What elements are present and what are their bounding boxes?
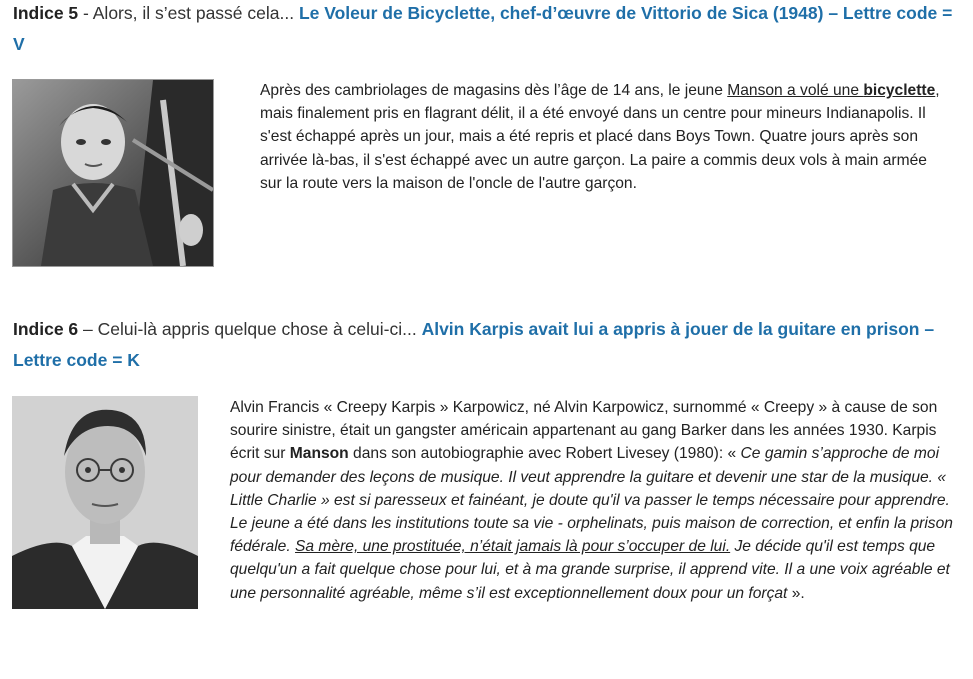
portrait-image <box>12 396 198 609</box>
clue-6-body <box>230 396 960 605</box>
clue-5-intro: - Alors, il s’est passé cela... <box>78 3 299 23</box>
clue-5-body-bicycle: bicyclette <box>863 82 936 99</box>
clue-6-body-manson: Manson <box>289 445 349 463</box>
clue-5-heading <box>13 0 953 60</box>
clue-6-intro: – Celui-là appris quelque chose à celui-ci... <box>78 319 422 339</box>
alvin-karpis-portrait-photo <box>12 396 198 609</box>
bicycle-thief-boy-photo <box>12 79 214 267</box>
clue-5-body-part4: , mais finalement pris en flagrant délit, il a été envoyé dans un centre pour mineurs Indianapolis. Il s'est échappé après un jour, mais a été repris et placé dans Boys Town. Quatre jours après son arrivée là-bas, il s'est échappé avec un autre garçon. La paire a commis deux vols à main armée sur la route vers la maison de l'oncle de l'autre garçon. <box>260 82 940 192</box>
clue-5-body <box>260 79 950 195</box>
clue-6-body-part1: Alvin Francis « Creepy Karpis » Karpowicz, né Alvin Karpowicz, surnommé « Creepy » à cause de son sourire sinistre, était un gangster américain appartenant au gang Barker dans les années 1930. Karpis écrit sur <box>230 399 938 463</box>
clue-5-body-underlined <box>727 82 935 99</box>
clue-6-body-end: ». <box>787 584 805 602</box>
clue-5-body-part1: Après des cambriolages de magasins dès l’âge de 14 ans, le jeune <box>260 82 728 99</box>
clue-5-label: Indice 5 <box>13 3 79 23</box>
clue-6-body-part3: dans son autobiographie avec Robert Livesey (1980): « <box>348 445 741 463</box>
clue-5-body-part2: Manson a volé une <box>727 82 864 99</box>
clue-6-answer: Alvin Karpis avait lui a appris à jouer de la guitare en prison – Lettre code = K <box>13 319 935 370</box>
boy-photo-image <box>13 80 213 266</box>
clue-5-answer: Le Voleur de Bicyclette, chef-d’œuvre de Vittorio de Sica (1948) – Lettre code = V <box>13 3 953 54</box>
clue-6-quote <box>230 445 953 601</box>
clue-6-label: Indice 6 <box>13 319 79 339</box>
clue-6-quote-underlined: Sa mère, une prostituée, n’était jamais là pour s’occuper de lui. <box>295 538 731 556</box>
clue-6-quote-part3: Je décide qu'il est temps que quelqu'un a fait quelque chose pour lui, et à ma grande surprise, il apprend vite. Il a une voix agréable et une personnalité agréable, même s’il est exceptionnellement doux pour un forçat <box>230 538 950 602</box>
clue-6-quote-part1: Ce gamin s’approche de moi pour demander des leçons de musique. Il veut apprendre la guitare et devenir une star de la musique. « Little Charlie » est si paresseux et fainéant, je doute qu'il va passer le temps nécessaire pour apprendre. Le jeune a été dans les institutions toute sa vie - orphelinats, puis maison de correction, et enfin la prison fédérale. <box>230 445 953 556</box>
clue-6-heading <box>13 314 953 376</box>
